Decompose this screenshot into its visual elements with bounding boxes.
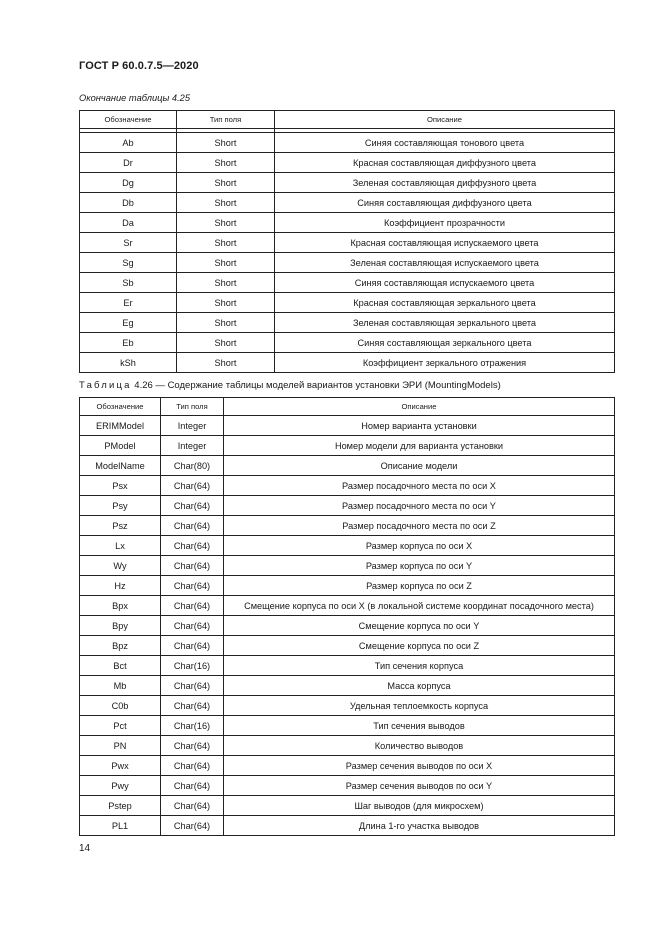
cell-field-type: Integer <box>161 416 224 436</box>
cell-field-type: Integer <box>161 436 224 456</box>
column-header: Тип поля <box>161 398 224 416</box>
cell-designation: Bpx <box>80 596 161 616</box>
cell-field-type: Short <box>177 273 275 293</box>
table-row <box>80 416 615 436</box>
table-row <box>80 576 615 596</box>
cell-field-type: Char(64) <box>161 816 224 836</box>
document-header: ГОСТ Р 60.0.7.5—2020 <box>79 60 199 72</box>
table-row <box>80 636 615 656</box>
cell-field-type: Short <box>177 133 275 153</box>
table2-caption-label: Таблица <box>79 380 132 391</box>
cell-designation: PN <box>80 736 161 756</box>
cell-designation: ERIMModel <box>80 416 161 436</box>
table-row <box>80 436 615 456</box>
cell-description: Зеленая составляющая диффузного цвета <box>275 173 615 193</box>
table-row <box>80 476 615 496</box>
cell-designation: Eg <box>80 313 177 333</box>
cell-description: Красная составляющая испускаемого цвета <box>275 233 615 253</box>
cell-field-type: Char(64) <box>161 536 224 556</box>
cell-field-type: Char(64) <box>161 636 224 656</box>
column-header: Обозначение <box>80 398 161 416</box>
cell-description: Коэффициент прозрачности <box>275 213 615 233</box>
cell-field-type: Char(64) <box>161 496 224 516</box>
cell-field-type: Short <box>177 293 275 313</box>
cell-description: Синяя составляющая зеркального цвета <box>275 333 615 353</box>
table1-caption: Окончание таблицы 4.25 <box>79 93 191 103</box>
cell-designation: Bpy <box>80 616 161 636</box>
cell-designation: Db <box>80 193 177 213</box>
cell-description: Номер варианта установки <box>224 416 615 436</box>
cell-designation: Dr <box>80 153 177 173</box>
cell-description: Размер посадочного места по оси X <box>224 476 615 496</box>
table-row <box>80 456 615 476</box>
cell-designation: Psy <box>80 496 161 516</box>
cell-designation: ModelName <box>80 456 161 476</box>
cell-field-type: Short <box>177 313 275 333</box>
cell-designation: Pstep <box>80 796 161 816</box>
cell-field-type: Short <box>177 333 275 353</box>
cell-designation: Hz <box>80 576 161 596</box>
table-row <box>80 556 615 576</box>
column-header: Обозначение <box>80 111 177 129</box>
column-header: Тип поля <box>177 111 275 129</box>
cell-field-type: Char(16) <box>161 716 224 736</box>
cell-description: Смещение корпуса по оси X (в локальной системе координат посадочного места) <box>224 596 615 616</box>
cell-designation: PL1 <box>80 816 161 836</box>
table-row <box>80 213 615 233</box>
cell-designation: Lx <box>80 536 161 556</box>
cell-field-type: Char(16) <box>161 656 224 676</box>
table-row <box>80 293 615 313</box>
cell-designation: Sr <box>80 233 177 253</box>
cell-field-type: Char(64) <box>161 676 224 696</box>
table-row <box>80 736 615 756</box>
table-row <box>80 596 615 616</box>
cell-designation: Pwx <box>80 756 161 776</box>
table-row <box>80 516 615 536</box>
cell-description: Зеленая составляющая зеркального цвета <box>275 313 615 333</box>
cell-field-type: Short <box>177 233 275 253</box>
page-number: 14 <box>79 843 91 854</box>
cell-designation: Psz <box>80 516 161 536</box>
cell-description: Шаг выводов (для микросхем) <box>224 796 615 816</box>
cell-field-type: Short <box>177 173 275 193</box>
cell-field-type: Char(64) <box>161 576 224 596</box>
table1-header-row <box>80 111 615 129</box>
cell-designation: Ab <box>80 133 177 153</box>
cell-designation: PModel <box>80 436 161 456</box>
cell-designation: Wy <box>80 556 161 576</box>
cell-description: Красная составляющая зеркального цвета <box>275 293 615 313</box>
cell-description: Размер посадочного места по оси Z <box>224 516 615 536</box>
table-row <box>80 796 615 816</box>
table-row <box>80 353 615 373</box>
table-row <box>80 696 615 716</box>
cell-designation: Psx <box>80 476 161 496</box>
cell-description: Красная составляющая диффузного цвета <box>275 153 615 173</box>
cell-description: Синяя составляющая тонового цвета <box>275 133 615 153</box>
cell-description: Описание модели <box>224 456 615 476</box>
table-row <box>80 233 615 253</box>
cell-designation: Er <box>80 293 177 313</box>
table-row <box>80 273 615 293</box>
table-row <box>80 313 615 333</box>
cell-designation: kSh <box>80 353 177 373</box>
cell-description: Коэффициент зеркального отражения <box>275 353 615 373</box>
cell-description: Размер корпуса по оси Y <box>224 556 615 576</box>
cell-field-type: Char(64) <box>161 796 224 816</box>
cell-field-type: Char(64) <box>161 556 224 576</box>
cell-field-type: Char(80) <box>161 456 224 476</box>
cell-description: Размер корпуса по оси Z <box>224 576 615 596</box>
cell-description: Размер посадочного места по оси Y <box>224 496 615 516</box>
cell-field-type: Char(64) <box>161 756 224 776</box>
cell-field-type: Short <box>177 353 275 373</box>
cell-designation: C0b <box>80 696 161 716</box>
cell-description: Длина 1-го участка выводов <box>224 816 615 836</box>
cell-description: Тип сечения корпуса <box>224 656 615 676</box>
column-header: Описание <box>224 398 615 416</box>
table-row <box>80 193 615 213</box>
table-row <box>80 496 615 516</box>
cell-designation: Bpz <box>80 636 161 656</box>
table-row <box>80 133 615 153</box>
cell-description: Тип сечения выводов <box>224 716 615 736</box>
table2-caption-text: 4.26 — Содержание таблицы моделей вариантов установки ЭРИ (MountingModels) <box>134 380 501 391</box>
cell-description: Размер сечения выводов по оси X <box>224 756 615 776</box>
table-row <box>80 173 615 193</box>
cell-designation: Da <box>80 213 177 233</box>
cell-field-type: Char(64) <box>161 616 224 636</box>
cell-description: Смещение корпуса по оси Y <box>224 616 615 636</box>
cell-field-type: Char(64) <box>161 736 224 756</box>
table-row <box>80 676 615 696</box>
cell-field-type: Char(64) <box>161 516 224 536</box>
column-header: Описание <box>275 111 615 129</box>
cell-designation: Mb <box>80 676 161 696</box>
cell-designation: Eb <box>80 333 177 353</box>
table2-header-row <box>80 398 615 416</box>
cell-designation: Bct <box>80 656 161 676</box>
table2 <box>79 397 615 836</box>
table-row <box>80 776 615 796</box>
table-row <box>80 616 615 636</box>
table-row <box>80 816 615 836</box>
cell-description: Зеленая составляющая испускаемого цвета <box>275 253 615 273</box>
cell-field-type: Char(64) <box>161 776 224 796</box>
table-row <box>80 253 615 273</box>
cell-field-type: Short <box>177 153 275 173</box>
cell-description: Удельная теплоемкость корпуса <box>224 696 615 716</box>
cell-description: Номер модели для варианта установки <box>224 436 615 456</box>
cell-description: Синяя составляющая диффузного цвета <box>275 193 615 213</box>
cell-field-type: Char(64) <box>161 696 224 716</box>
table1 <box>79 110 615 373</box>
cell-description: Размер корпуса по оси X <box>224 536 615 556</box>
table-row <box>80 716 615 736</box>
cell-designation: Sg <box>80 253 177 273</box>
cell-description: Смещение корпуса по оси Z <box>224 636 615 656</box>
cell-designation: Pct <box>80 716 161 736</box>
cell-description: Размер сечения выводов по оси Y <box>224 776 615 796</box>
cell-description: Количество выводов <box>224 736 615 756</box>
table-row <box>80 153 615 173</box>
cell-field-type: Short <box>177 193 275 213</box>
table-row <box>80 656 615 676</box>
cell-designation: Sb <box>80 273 177 293</box>
cell-description: Синяя составляющая испускаемого цвета <box>275 273 615 293</box>
cell-field-type: Short <box>177 213 275 233</box>
table2-caption <box>79 380 501 391</box>
cell-designation: Dg <box>80 173 177 193</box>
table-row <box>80 333 615 353</box>
cell-field-type: Char(64) <box>161 596 224 616</box>
table-row <box>80 756 615 776</box>
table-row <box>80 536 615 556</box>
cell-description: Масса корпуса <box>224 676 615 696</box>
cell-designation: Pwy <box>80 776 161 796</box>
cell-field-type: Char(64) <box>161 476 224 496</box>
cell-field-type: Short <box>177 253 275 273</box>
